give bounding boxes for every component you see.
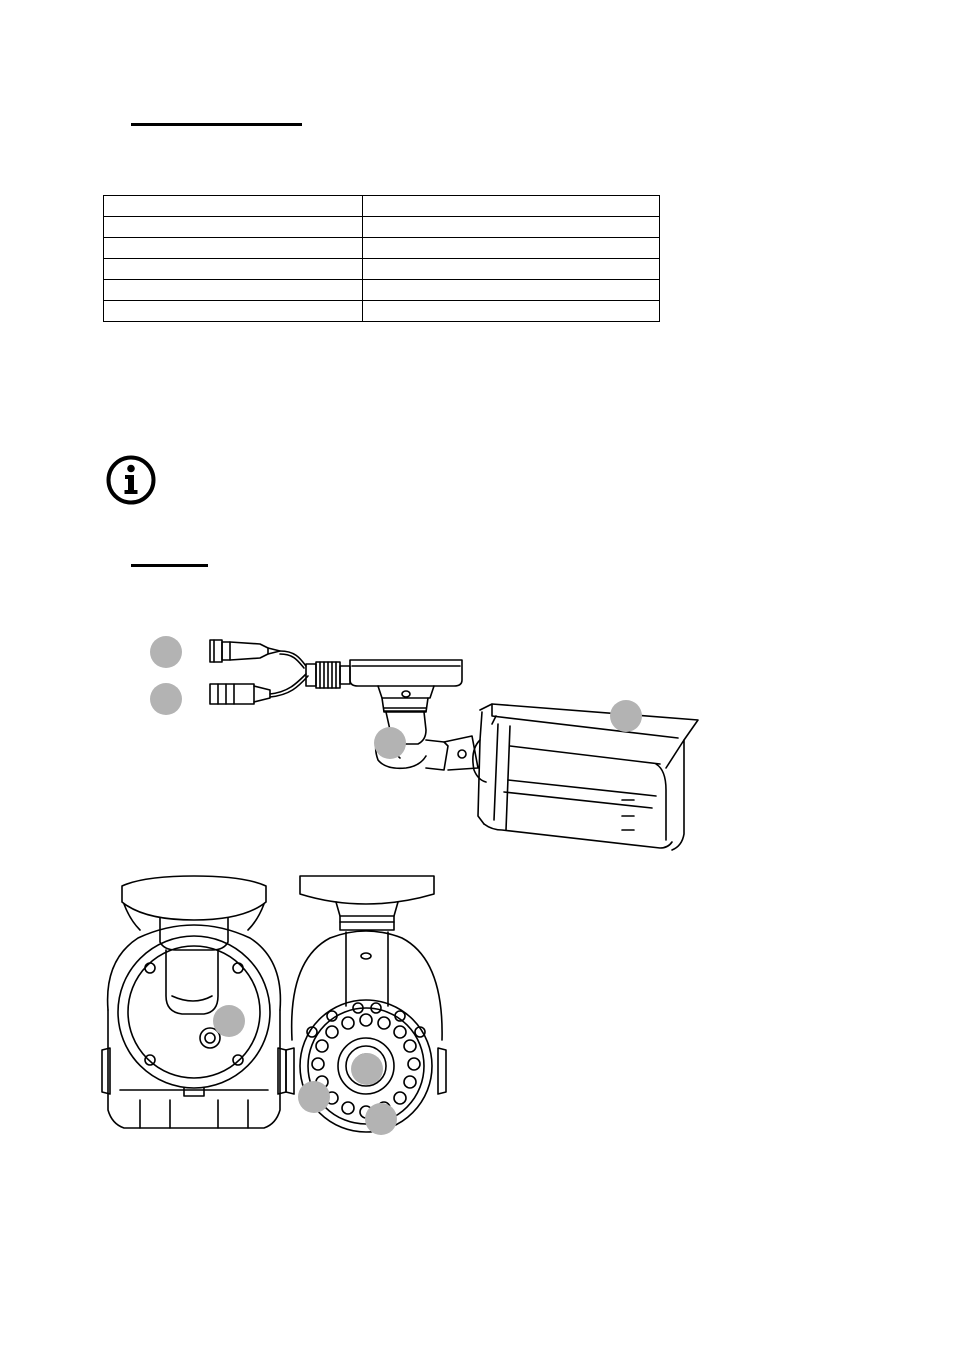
section-heading-underline-1 bbox=[131, 123, 302, 126]
table-row bbox=[104, 301, 660, 322]
callout-circle bbox=[150, 636, 182, 668]
table-row bbox=[104, 259, 660, 280]
specification-table bbox=[103, 195, 660, 322]
dc-power-plug-icon bbox=[210, 684, 270, 704]
bullet-camera-parts-drawing bbox=[100, 620, 710, 1140]
callout-circle bbox=[365, 1103, 397, 1135]
cable bbox=[270, 651, 308, 697]
camera-housing bbox=[473, 704, 698, 850]
table-cell bbox=[363, 280, 660, 301]
callout-circle bbox=[374, 727, 406, 759]
callout-circle bbox=[213, 1005, 245, 1037]
callout-circle bbox=[351, 1053, 383, 1085]
table-row bbox=[104, 280, 660, 301]
callout-circle bbox=[298, 1081, 330, 1113]
table-cell bbox=[104, 301, 363, 322]
info-icon bbox=[105, 454, 157, 506]
table-row bbox=[104, 238, 660, 259]
table-cell bbox=[104, 238, 363, 259]
bnc-connector-icon bbox=[210, 640, 280, 662]
table-cell bbox=[104, 217, 363, 238]
table-cell bbox=[363, 217, 660, 238]
rear-view bbox=[102, 876, 286, 1128]
table-cell bbox=[363, 196, 660, 217]
section-heading-underline-2 bbox=[131, 564, 208, 567]
cable-strain-relief bbox=[306, 662, 350, 688]
table-cell bbox=[104, 259, 363, 280]
table-cell bbox=[363, 259, 660, 280]
table-cell bbox=[104, 280, 363, 301]
callout-circle bbox=[150, 683, 182, 715]
mount-base bbox=[350, 660, 462, 712]
table-row bbox=[104, 217, 660, 238]
callout-circle bbox=[610, 700, 642, 732]
table-row bbox=[104, 196, 660, 217]
table-cell bbox=[363, 238, 660, 259]
table-cell bbox=[104, 196, 363, 217]
table-cell bbox=[363, 301, 660, 322]
